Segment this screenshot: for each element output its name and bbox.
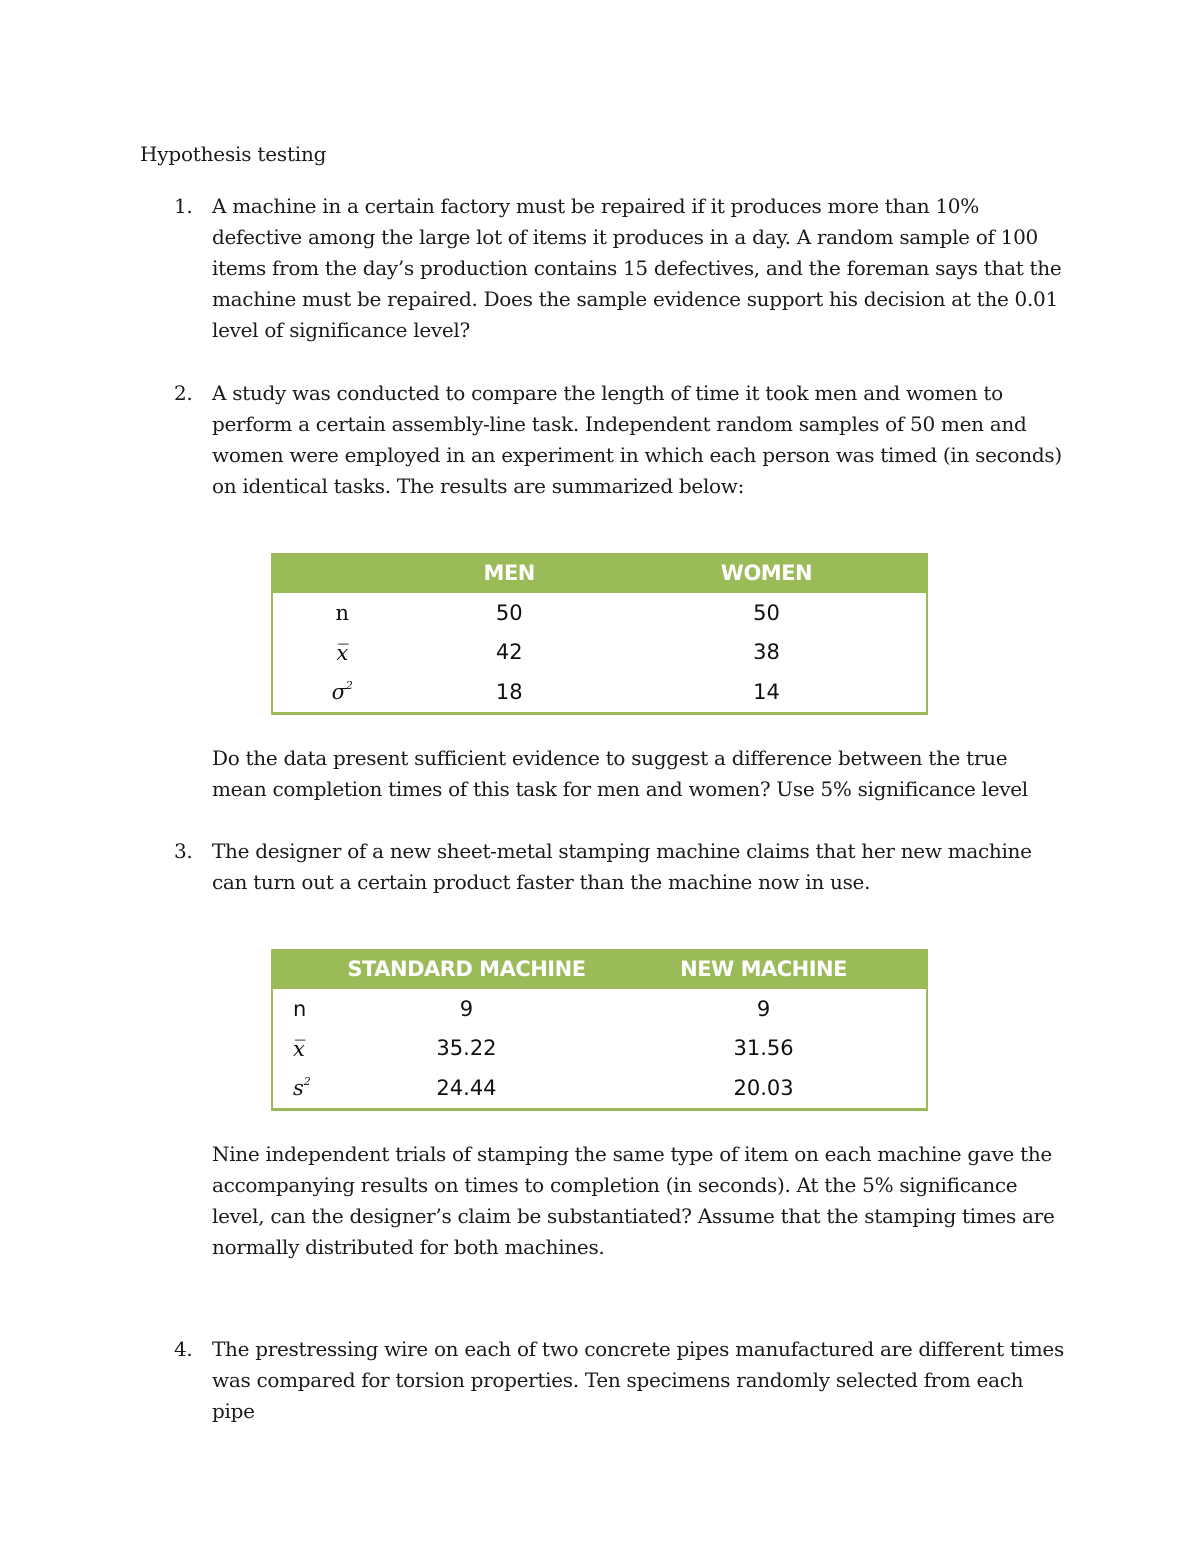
- question-text: The designer of a new sheet-metal stamping machine claims that her new machine can turn out a certain product faster than the machine now in use.: [212, 839, 1032, 894]
- row-label: n: [335, 601, 350, 626]
- row-label: x̅: [336, 640, 349, 665]
- table-row: [272, 1068, 927, 1109]
- table-row: [272, 633, 927, 673]
- question-1: [140, 191, 1070, 346]
- table-cell: 50: [495, 600, 523, 625]
- table-row: [272, 672, 927, 713]
- question-number: 1.: [174, 194, 193, 218]
- table-row: [272, 989, 927, 1029]
- table-header-cell: STANDARD MACHINE: [332, 949, 601, 989]
- table-header-cell: [272, 553, 412, 593]
- question-number: 3.: [174, 839, 193, 863]
- document-title: Hypothesis testing: [140, 142, 327, 166]
- men-women-table: [271, 553, 928, 715]
- table-header-cell: MEN: [412, 553, 607, 593]
- table-cell: 38: [753, 640, 780, 665]
- question-text: The prestressing wire on each of two concrete pipes manufactured are different times was compared for torsion properties. Ten specimens randomly selected from each pipe: [212, 1337, 1064, 1423]
- table-cell: 20.03: [733, 1075, 794, 1100]
- table-row: [272, 1029, 927, 1069]
- row-label: n: [293, 997, 307, 1022]
- table-cell: 31.56: [733, 1036, 794, 1061]
- table-cell: 50: [753, 600, 780, 625]
- row-label: $s^2$: [293, 1075, 311, 1101]
- question-3-followup: Nine independent trials of stamping the same type of item on each machine gave the accompanying results on times to completion (in seconds). At the 5% significance level, can the designer’s claim be substantiated? Assume that the stamping times are normally distributed for both machines.: [212, 1142, 1055, 1259]
- table-cell: 18: [495, 679, 523, 704]
- row-label: x̅: [293, 1036, 305, 1061]
- table-cell: 24.44: [436, 1075, 497, 1100]
- machine-comparison-table: [271, 949, 928, 1111]
- table-cell: 42: [495, 640, 523, 665]
- question-number: 4.: [174, 1337, 193, 1361]
- question-text: A machine in a certain factory must be repaired if it produces more than 10% defective among the large lot of items it produces in a day. A random sample of 100 items from the day’s production contains 15 defectives, and the foreman says that the machine must be repaired. Does the sample evidence support his decision at the 0.01 level of significance level?: [212, 194, 1062, 342]
- table-cell: 35.22: [436, 1036, 497, 1061]
- question-number: 2.: [174, 381, 193, 405]
- question-3: [140, 836, 1070, 898]
- question-2: [140, 378, 1070, 502]
- question-2-followup: Do the data present sufficient evidence to suggest a difference between the true mean completion times of this task for men and women? Use 5% significance level: [212, 746, 1028, 801]
- table-cell: 9: [459, 996, 474, 1021]
- row-label: $\sigma^2$: [331, 679, 353, 705]
- table-header-row: [272, 949, 927, 989]
- question-4: [140, 1334, 1070, 1427]
- table-header-cell: [272, 949, 332, 989]
- table-cell: 9: [756, 996, 771, 1021]
- table-header-cell: NEW MACHINE: [601, 949, 927, 989]
- table-header-row: [272, 553, 927, 593]
- table-row: [272, 593, 927, 633]
- table-cell: 14: [753, 679, 780, 704]
- table-header-cell: WOMEN: [607, 553, 927, 593]
- question-text: A study was conducted to compare the length of time it took men and women to perform a certain assembly-line task. Independent random samples of 50 men and women were employed in an experiment in which each person was timed (in seconds) on identical tasks. The results are summarized below:: [212, 381, 1062, 498]
